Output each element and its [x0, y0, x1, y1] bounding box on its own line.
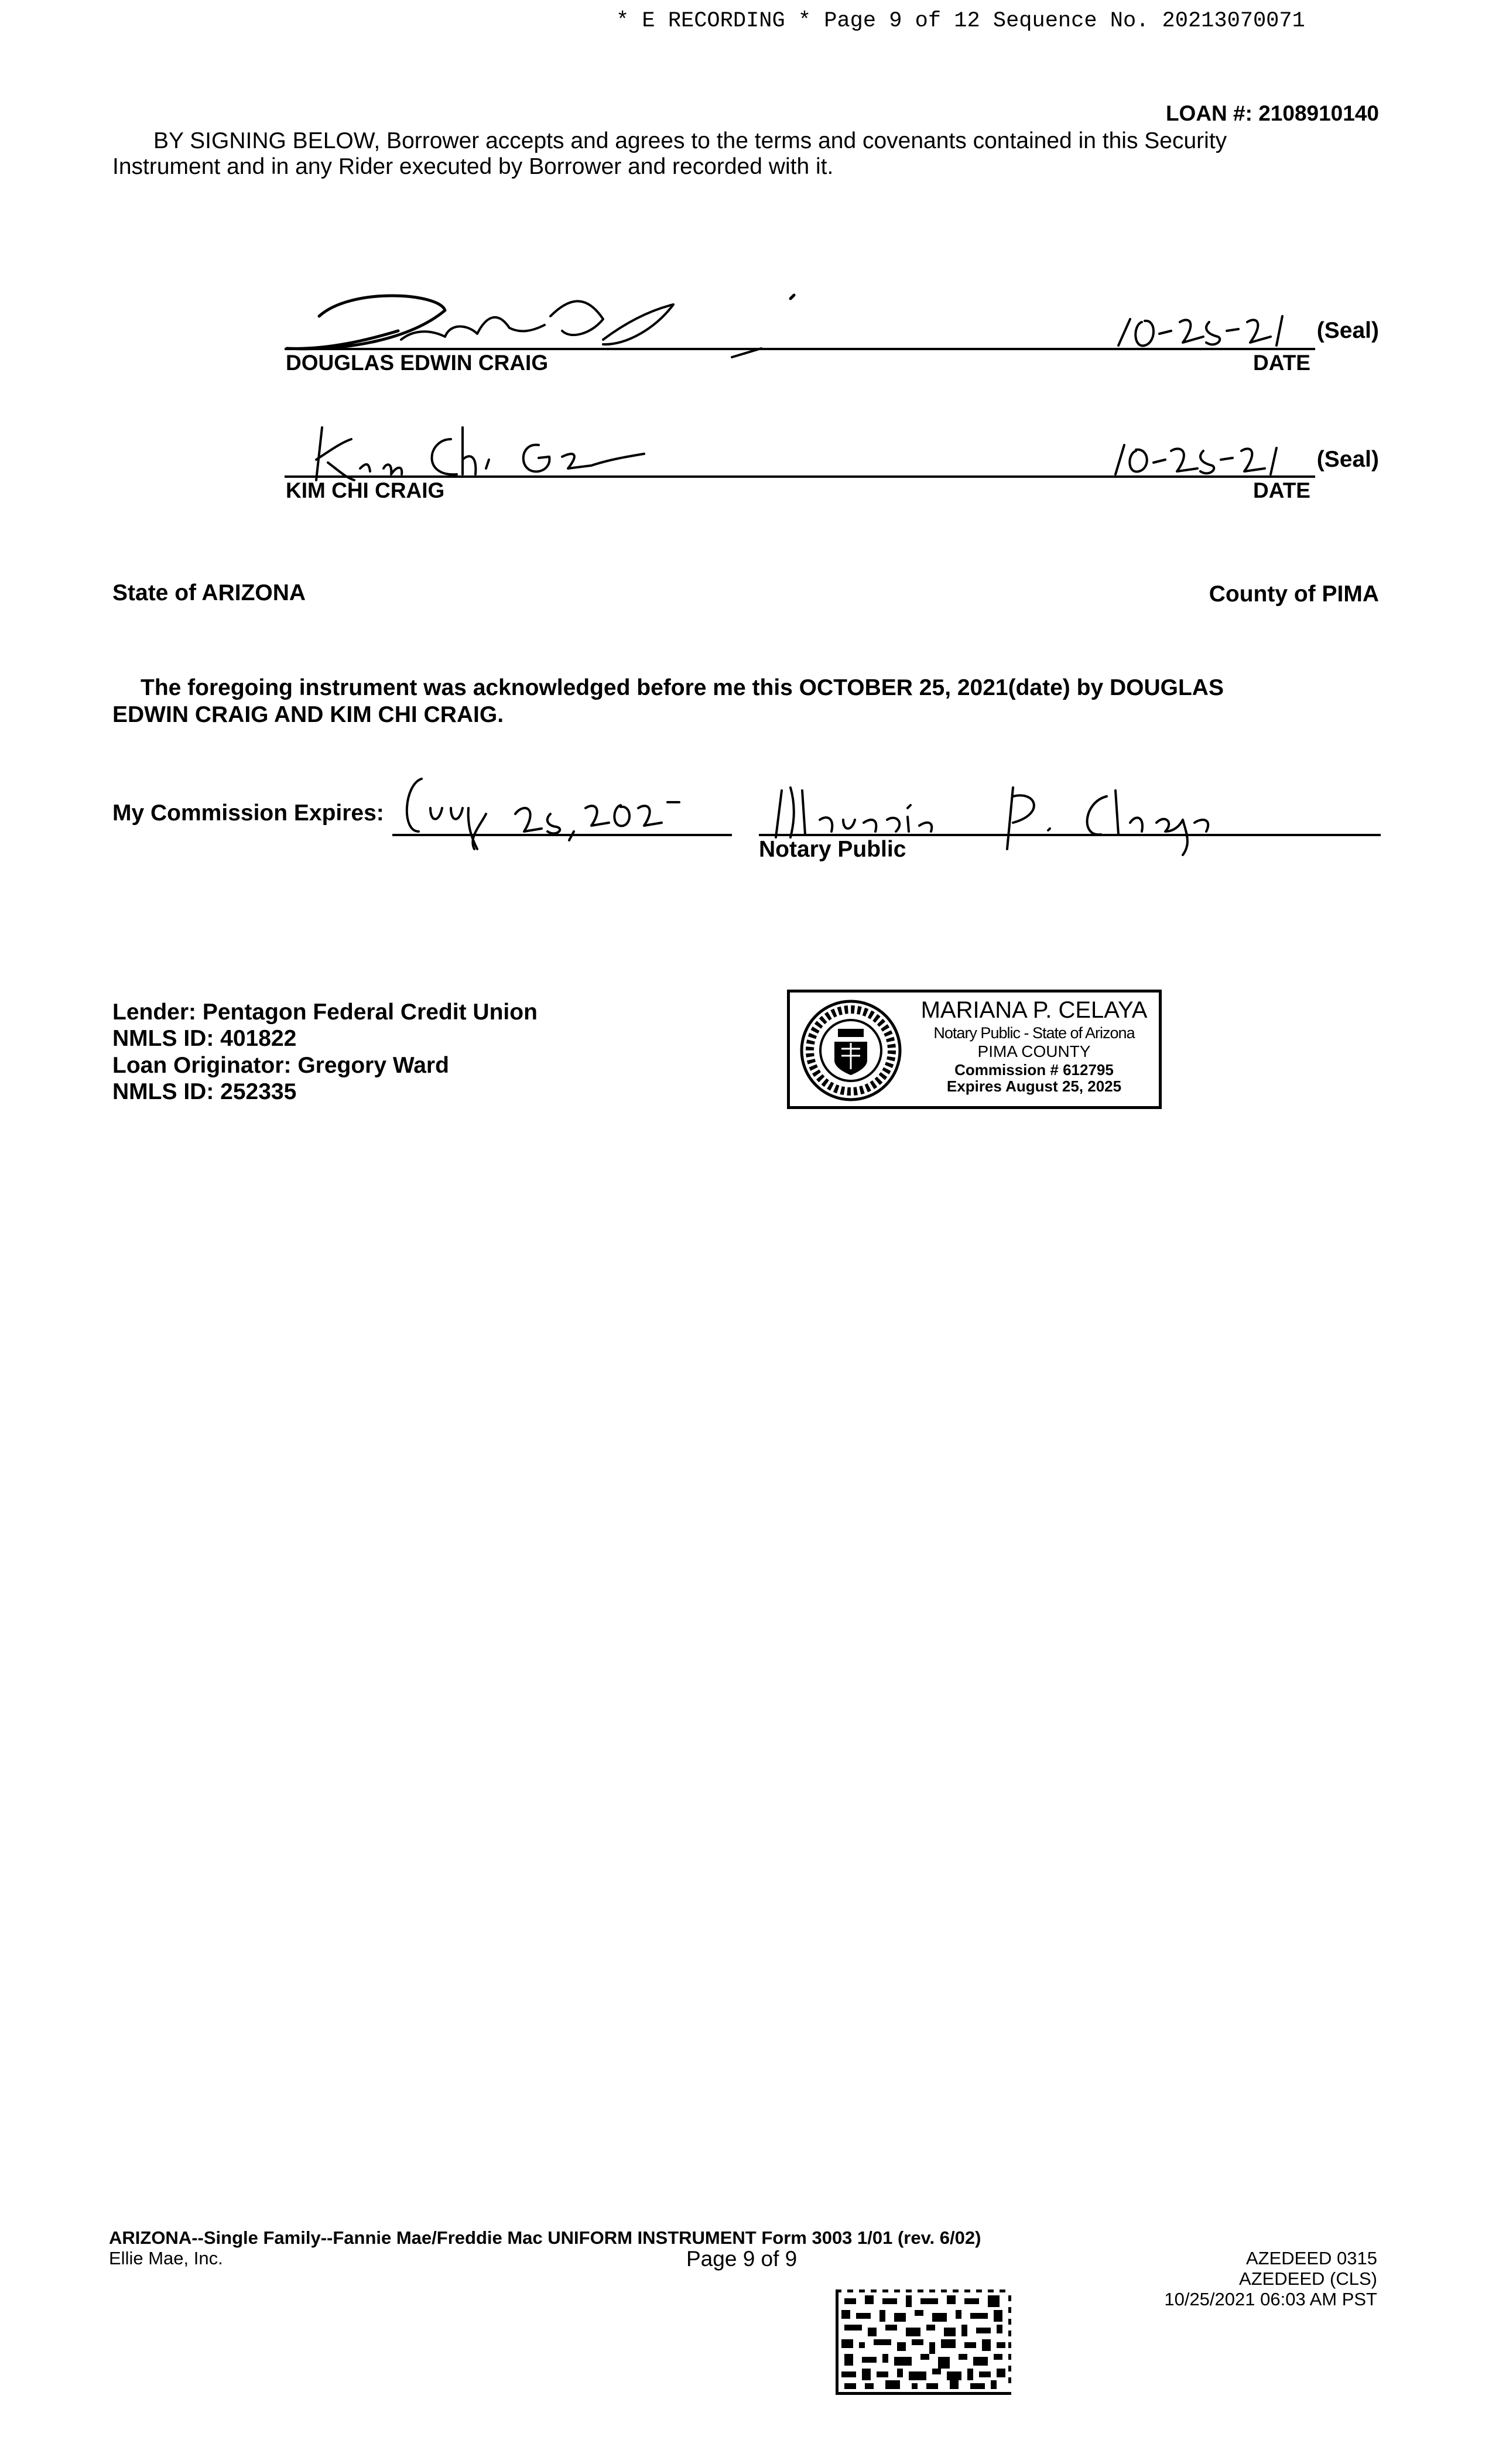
footer-page-number: Page 9 of 9 [686, 2247, 798, 2271]
borrower-2-date-label: DATE [1253, 478, 1310, 502]
barcode-icon [836, 2290, 1011, 2395]
borrower-1-seal-label: (Seal) [1316, 318, 1379, 343]
loan-number: LOAN #: 2108910140 [1165, 101, 1379, 125]
borrower-2-seal-label: (Seal) [1316, 447, 1379, 472]
lender-nmls-id: NMLS ID: 401822 [112, 1026, 297, 1051]
footer-form-line: ARIZONA--Single Family--Fannie Mae/Freddie Mac UNIFORM INSTRUMENT Form 3003 1/01 (rev. 6/02) [109, 2227, 981, 2248]
arizona-seal-icon [793, 996, 908, 1105]
acknowledgment-line-2: EDWIN CRAIG AND KIM CHI CRAIG. [112, 702, 504, 727]
originator-nmls-id: NMLS ID: 252335 [112, 1079, 297, 1104]
stamp-county: PIMA COUNTY [977, 1042, 1091, 1060]
acknowledgment-line-1: The foregoing instrument was acknowledged before me this OCTOBER 25, 2021(date) by DOUGLAS [141, 675, 1224, 700]
borrower-1-name: DOUGLAS EDWIN CRAIG [286, 351, 549, 375]
footer-form-code-cls: AZEDEED (CLS) [1239, 2268, 1377, 2289]
borrower-2-handwritten-date [1098, 433, 1297, 480]
state-label: State of ARIZONA [112, 580, 306, 605]
borrower-2-name: KIM CHI CRAIG [286, 478, 445, 502]
stamp-expires: Expires August 25, 2025 [946, 1077, 1122, 1095]
notary-public-label: Notary Public [759, 837, 906, 862]
notary-stamp [787, 990, 1162, 1109]
footer-timestamp: 10/25/2021 06:03 AM PST [1164, 2289, 1377, 2309]
borrower-1-date-label: DATE [1253, 351, 1310, 375]
stamp-notary-name: MARIANA P. CELAYA [920, 997, 1148, 1023]
lender-name: Lender: Pentagon Federal Credit Union [112, 1000, 538, 1025]
footer-form-code: AZEDEED 0315 [1246, 2248, 1377, 2268]
stamp-notary-title: Notary Public - State of Arizona [933, 1024, 1135, 1042]
intro-line-1: BY SIGNING BELOW, Borrower accepts and agrees to the terms and covenants contained in this Security [153, 128, 1227, 153]
intro-line-2: Instrument and in any Rider executed by Borrower and recorded with it. [112, 154, 834, 179]
county-label: County of PIMA [1209, 581, 1379, 607]
commission-expires-label: My Commission Expires: [112, 800, 384, 826]
stamp-commission: Commission # 612795 [954, 1061, 1114, 1079]
recording-header: * E RECORDING * Page 9 of 12 Sequence No. 20213070071 [616, 9, 1305, 33]
loan-originator: Loan Originator: Gregory Ward [112, 1053, 449, 1078]
commission-handwritten-date [398, 767, 685, 855]
footer-company: Ellie Mae, Inc. [109, 2248, 223, 2268]
